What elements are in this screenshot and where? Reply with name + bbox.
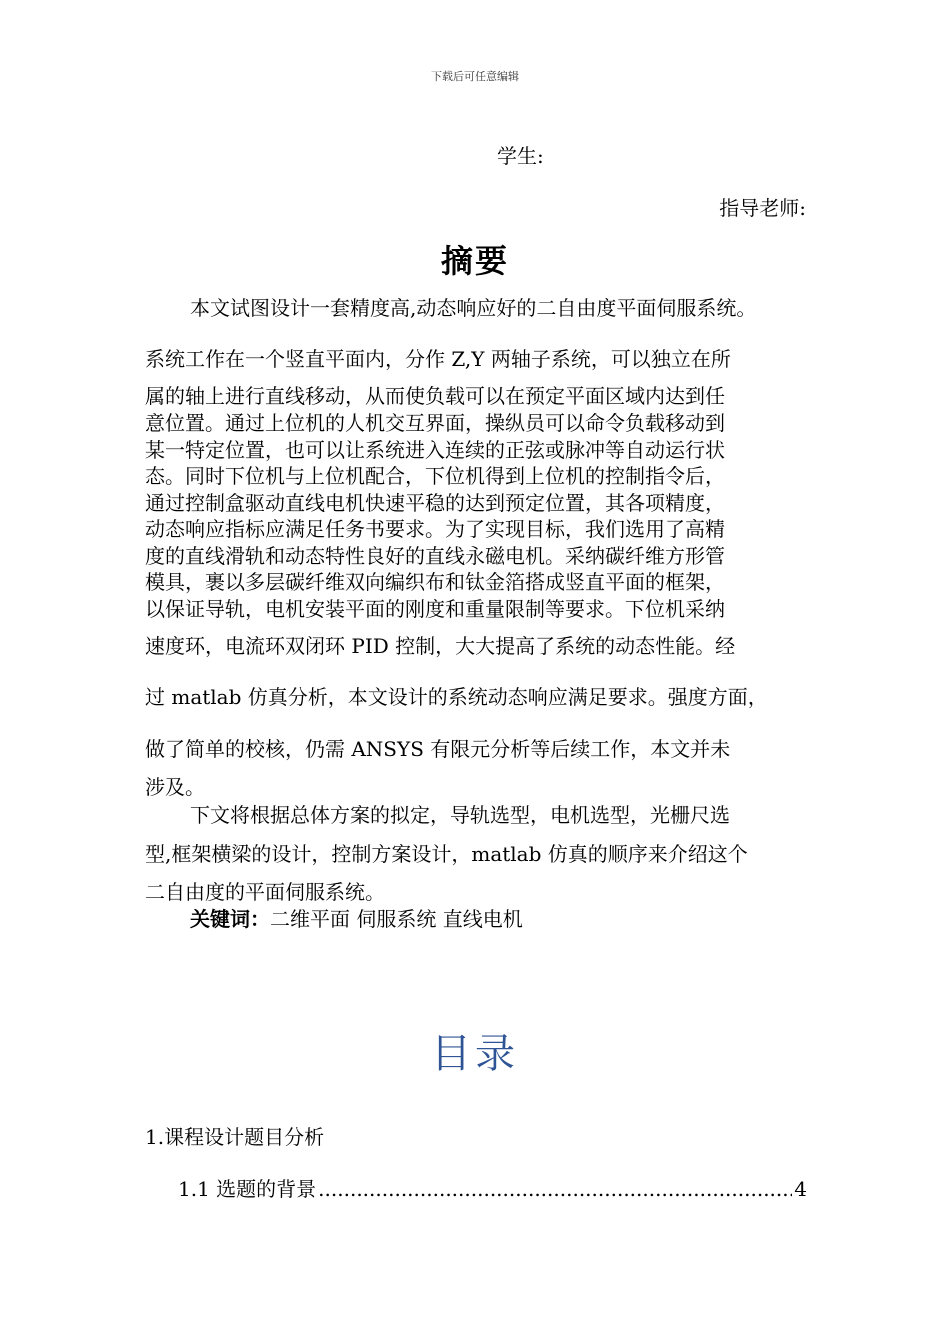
abstract-line: 涉及。 — [145, 775, 205, 799]
abstract-line: 过 matlab 仿真分析，本文设计的系统动态响应满足要求。强度方面， — [145, 685, 768, 709]
abstract-line: 某一特定位置，也可以让系统进入连续的正弦或脉冲等自动运行状 — [145, 438, 725, 462]
abstract-line: 本文试图设计一套精度高,动态响应好的二自由度平面伺服系统。 — [190, 296, 757, 320]
toc-dot-leader — [318, 1177, 792, 1201]
toc-entry-label: 1.1 选题的背景 — [178, 1177, 317, 1201]
abstract-line: 意位置。通过上位机的人机交互界面，操纵员可以命令负载移动到 — [145, 411, 725, 435]
abstract-line: 以保证导轨，电机安装平面的刚度和重量限制等要求。下位机采纳 — [145, 597, 725, 621]
abstract-title: 摘要 — [440, 242, 509, 280]
advisor-label: 指导老师: — [719, 196, 806, 220]
abstract-line: 下文将根据总体方案的拟定，导轨选型，电机选型，光栅尺选 — [190, 803, 730, 827]
abstract-line: 模具，裹以多层碳纤维双向编织布和钛金箔搭成竖直平面的框架， — [145, 570, 725, 594]
keywords-label: 关键词： — [190, 907, 270, 931]
abstract-line: 型,框架横梁的设计，控制方案设计，matlab 仿真的顺序来介绍这个 — [145, 842, 748, 866]
toc-title: 目录 — [431, 1031, 519, 1077]
abstract-line: 态。同时下位机与上位机配合，下位机得到上位机的控制指令后， — [145, 464, 725, 488]
keywords-value: 二维平面 伺服系统 直线电机 — [270, 907, 523, 931]
abstract-line: 速度环，电流环双闭环 PID 控制，大大提高了系统的动态性能。经 — [145, 634, 736, 658]
abstract-line: 度的直线滑轨和动态特性良好的直线永磁电机。采纳碳纤维方形管 — [145, 544, 725, 568]
toc-entry-1-1[interactable] — [178, 1173, 807, 1202]
abstract-line: 二自由度的平面伺服系统。 — [145, 880, 385, 904]
abstract-line: 属的轴上进行直线移动，从而使负载可以在预定平面区域内达到任 — [145, 384, 725, 408]
student-label: 学生: — [497, 144, 544, 168]
abstract-line: 通过控制盒驱动直线电机快速平稳的达到预定位置，其各项精度， — [145, 491, 725, 515]
abstract-line: 动态响应指标应满足任务书要求。为了实现目标，我们选用了高精 — [145, 517, 725, 541]
keywords-line — [190, 907, 523, 931]
abstract-line: 系统工作在一个竖直平面内，分作 Z,Y 两轴子系统，可以独立在所 — [145, 347, 731, 371]
header-note: 下载后可任意编辑 — [431, 70, 519, 83]
toc-chapter-1[interactable]: 1.课程设计题目分析 — [145, 1125, 325, 1149]
abstract-line: 做了简单的校核，仍需 ANSYS 有限元分析等后续工作，本文并未 — [145, 737, 731, 761]
toc-entry-page: 4 — [794, 1177, 807, 1201]
